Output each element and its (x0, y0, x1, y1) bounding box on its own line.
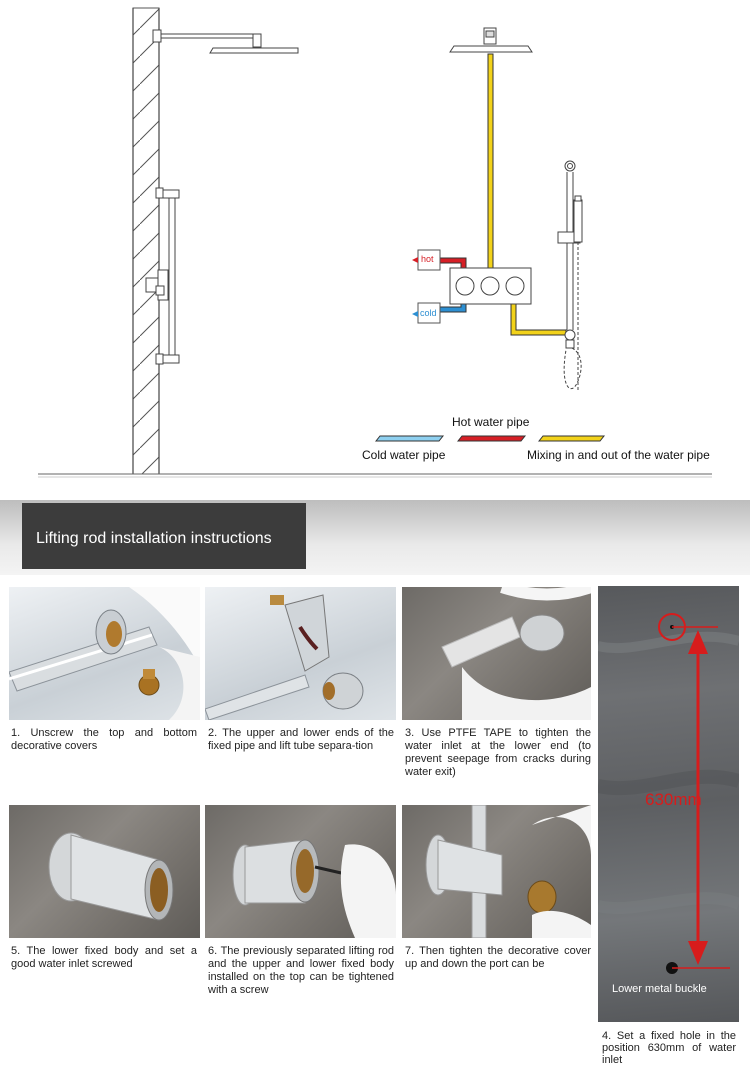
section-title: Lifting rod installation instructions (36, 530, 272, 547)
step-6-photo (205, 805, 396, 938)
step-6-caption: 6. The previously separated lifting rod and the upper and lower fixed body installed on the top can be tightened with a screw (208, 945, 394, 996)
step-1-caption: 1. Unscrew the top and bottom decorative covers (11, 727, 197, 752)
buckle-label: Lower metal buckle (612, 983, 707, 995)
step-3-caption: 3. Use PTFE TAPE to tighten the water inlet at the lower end (to prevent seepage from cracks during water exit) (405, 727, 591, 778)
shower-head-front (450, 28, 532, 52)
installation-diagram (0, 0, 750, 495)
legend-mixing-label: Mixing in and out of the water pipe (527, 448, 710, 462)
distance-label: 630mm (645, 790, 702, 809)
cold-tag: cold (420, 308, 437, 318)
step-3-photo (402, 587, 591, 720)
wall-side-view (133, 8, 159, 474)
legend-hot-label: Hot water pipe (452, 415, 530, 429)
step-2-caption: 2. The upper and lower ends of the fixed pipe and lift tube separa-tion (208, 727, 394, 752)
step-1-photo (9, 587, 200, 720)
step-7-photo (402, 805, 591, 938)
step-5-caption: 5. The lower fixed body and set a good water inlet screwed (11, 945, 197, 970)
legend-mixing-swatch (539, 436, 604, 441)
legend-cold-swatch (376, 436, 443, 441)
legend-cold-label: Cold water pipe (362, 448, 446, 462)
hot-tag: hot (421, 254, 434, 264)
step-7-caption: 7. Then tighten the decorative cover up and down the port can be (405, 945, 591, 970)
legend-swatches (376, 436, 604, 441)
step-2-photo (205, 587, 396, 720)
step-5-photo (9, 805, 200, 938)
step-4-caption: 4. Set a fixed hole in the position 630mm of water inlet (602, 1030, 736, 1066)
slide-bar-front (558, 161, 582, 390)
legend-hot-swatch (458, 436, 525, 441)
valve-body (450, 268, 531, 304)
shower-head-side (153, 30, 298, 53)
